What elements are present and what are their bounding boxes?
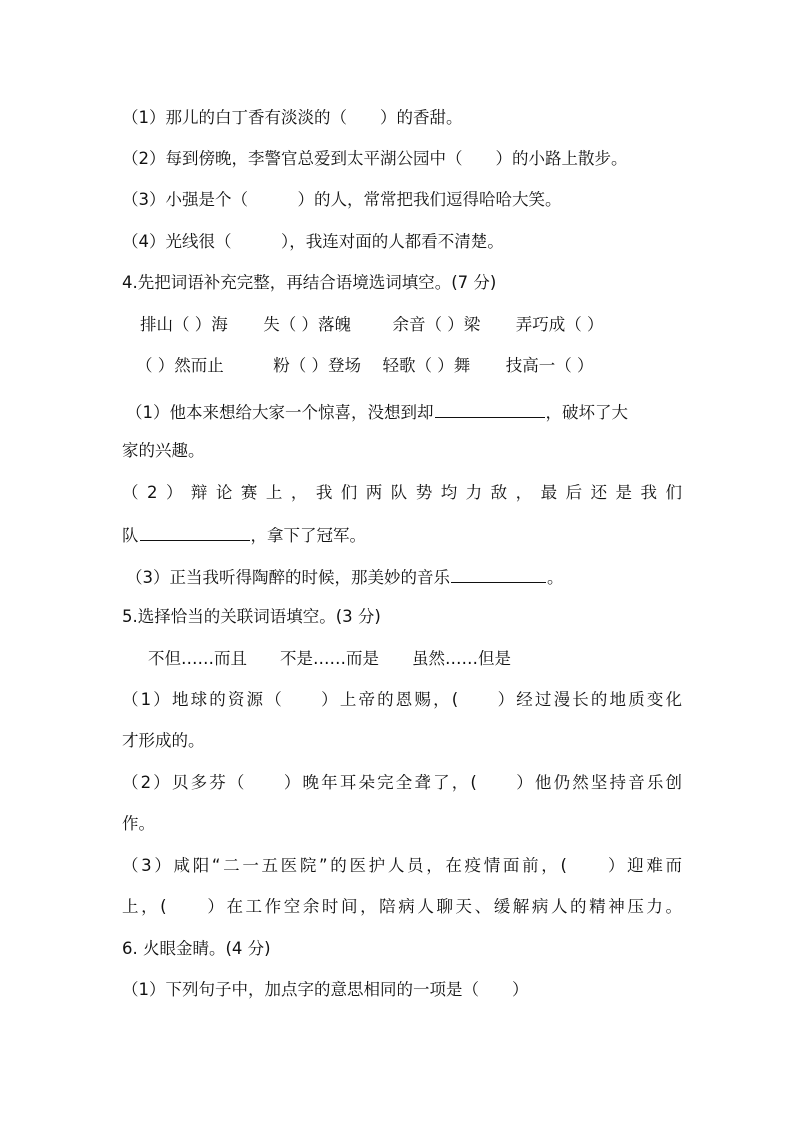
q4-sentence-2: （2）辩论赛上，我们两队势均力敌，最后还是我们 [122,483,682,502]
q4-word-row-2 [136,356,696,378]
q5-title: 5.选择恰当的关联词语填空。(3 分) [122,607,381,626]
q4-word: （ ）然而止 [136,356,224,375]
q6-title: 6. 火眼金睛。(4 分) [122,939,271,958]
q4-s3-text-end: 。 [547,568,564,587]
answer-blank[interactable] [435,401,545,418]
q5-sentence-2-cont: 作。 [122,814,155,833]
q4-s2-text-end: ，拿下了冠军。 [250,526,366,545]
answer-blank[interactable] [140,524,250,541]
answer-blank[interactable] [451,566,546,583]
q4-s1-text: （1）他本来想给大家一个惊喜，没想到却 [126,403,434,422]
q4-word: 粉（ ）登场 [273,356,361,375]
q5-sentence-3: （3）咸阳“二一五医院”的医护人员，在疫情面前，( ）迎难而 [122,856,682,875]
q4-s2-text: 队 [122,526,139,545]
q4-sentence-2-cont [122,524,682,546]
q6-sentence-1: （1）下列句子中，加点字的意思相同的一项是（ ） [122,980,529,999]
q4-word: 轻歌（ ）舞 [382,356,471,375]
q3-item-4: （4）光线很（ ），我连对面的人都看不清楚。 [122,232,504,251]
q4-word-row-1 [140,315,700,337]
q4-s1-text-end: ，破坏了大 [545,403,628,422]
q4-sentence-1 [126,401,686,423]
q3-item-1: （1）那儿的白丁香有淡淡的（ ）的香甜。 [122,108,463,127]
q4-word: 失（ ）落魄 [263,315,351,334]
q5-sentence-1-cont: 才形成的。 [122,731,205,750]
q4-s3-text: （3）正当我听得陶醉的时候，那美妙的音乐 [126,568,450,587]
q4-title: 4.先把词语补充完整，再结合语境选词填空。(7 分) [122,273,497,292]
q3-item-3: （3）小强是个（ ）的人，常常把我们逗得哈哈大笑。 [122,190,562,209]
q4-word: 排山（ ）海 [140,315,228,334]
q5-sentence-2: （2）贝多芬（ ）晚年耳朵完全聋了，( ）他仍然坚持音乐创 [122,773,682,792]
q4-word: 弄巧成（ ） [515,315,604,334]
q5-sentence-1: （1）地球的资源（ ）上帝的恩赐，( ）经过漫长的地质变化 [122,690,682,709]
q5-options: 不但……而且 不是……而是 虽然……但是 [148,649,511,668]
q4-word: 技高一（ ） [505,356,594,375]
q4-sentence-3 [126,566,686,588]
q4-sentence-1-cont: 家的兴趣。 [122,441,205,460]
q4-word: 余音（ ）梁 [392,315,481,334]
q3-item-2: （2）每到傍晚，李警官总爱到太平湖公园中（ ）的小路上散步。 [122,149,628,168]
q5-sentence-3-cont: 上，( ）在工作空余时间，陪病人聊天、缓解病人的精神压力。 [122,897,682,916]
